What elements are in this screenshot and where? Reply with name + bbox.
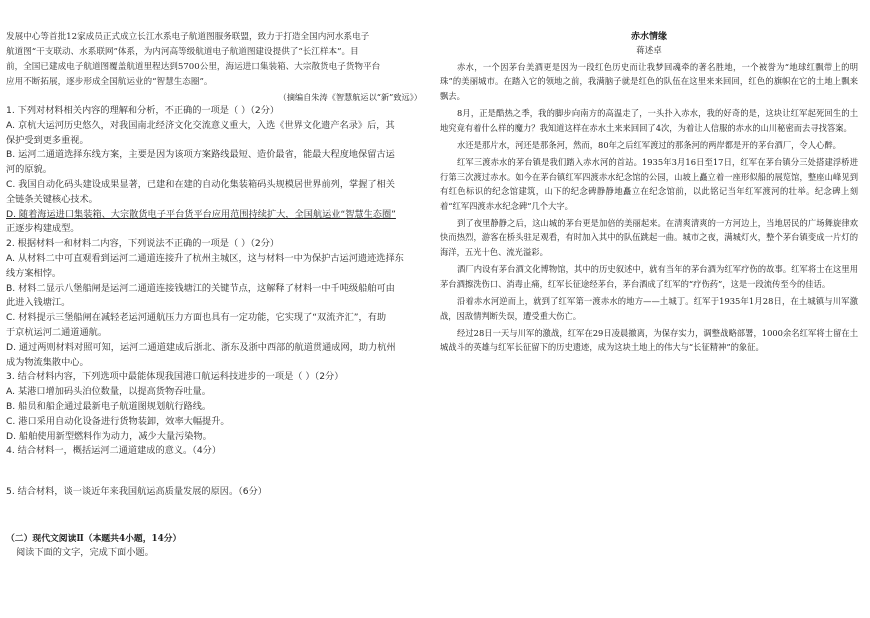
question-1-stem: 1. 下列对材料相关内容的理解和分析，不正确的一项是（ ）（2分） bbox=[6, 105, 280, 116]
q1-option-c: C. 我国自动化码头建设成果显著，已建和在建的自动化集装箱码头规模居世界前列，掌握了相关 bbox=[6, 178, 395, 190]
q1-option-d-cont: 正逐步构建成型。 bbox=[6, 223, 80, 235]
question-4: 4. 结合材料一，概括运河二通道建成的意义。（4分） bbox=[6, 445, 222, 457]
q3-option-b: B. 船员和船企通过最新电子航道图规划航行路线。 bbox=[6, 400, 212, 412]
q2-option-d-cont: 成为物流集散中心。 bbox=[6, 356, 89, 368]
intro-line: 航道图“干支联动、水系联网”体系，为内河高等级航道电子航道图建设提供了“长江样本”。目 bbox=[6, 47, 359, 57]
q2-option-a-cont: 线方案相悖。 bbox=[6, 267, 62, 279]
q1-option-d: D. 随着海运进口集装箱、大宗散货电子平台货平台应用范围持续扩大，全国航运业“智慧生态圈” bbox=[6, 208, 396, 220]
intro-line: 发展中心等首批12家成员正式成立长江水系电子航道图服务联盟，致力于打造全国内河水系电子 bbox=[6, 32, 370, 42]
q2-option-c: C. 材料提示三堡船闸在减轻老运河通航压力方面也具有一定功能，它实现了“双流齐汇”，有助 bbox=[6, 312, 387, 324]
q1-option-b-cont: 河的原貌。 bbox=[6, 164, 52, 176]
q3-option-d: D. 船舶使用新型燃料作为动力，减少大量污染物。 bbox=[6, 430, 212, 442]
question-5: 5. 结合材料，谈一谈近年来我国航运高质量发展的原因。（6分） bbox=[6, 486, 267, 498]
question-3-stem: 3. 结合材料内容，下列选项中最能体现我国港口航运科技进步的一项是（ ）（2分） bbox=[6, 371, 344, 383]
article-paragraph: 沿着赤水河逆而上，就到了红军第一渡赤水的地方——土城丁。红军于1935年1月28日，在土城镇与川军激战，因敌情判断失误，遭受重大伤亡。 bbox=[440, 296, 858, 321]
article-paragraph: 酒厂内设有茅台酒文化博物馆，其中的历史叙述中，就有当年的茅台酒为红军疗伤的故事。红军将士在这里用茅台酒擦洗伤口、消毒止痛，红军长征途经茅台，茅台酒成了红军的“疗伤药”，这是一段流传至今的佳话。 bbox=[440, 264, 858, 289]
q1-option-a-cont: 保护受到更多重视。 bbox=[6, 134, 89, 146]
answer-space bbox=[6, 500, 422, 526]
answer-space bbox=[6, 459, 422, 485]
q2-option-c-cont: 于京杭运河二通道通航。 bbox=[6, 326, 108, 338]
article-title: 赤水情缘 bbox=[630, 32, 667, 42]
article-paragraph: 红军三渡赤水的茅台镇是我们踏入赤水河的首站。1935年3月16日至17日，红军在茅台镇分三处搭建浮桥进行第三次渡过赤水。如今在茅台镇红军四渡赤水纪念馆的公园，山坡上矗立着一座形似船的展览馆，整座山峰见到有红色标识的纪念馆建筑，山下的纪念碑静静地矗立在纪念馆前，以此铭记当年红军渡河的壮举。纪念碑上刻着“红军四渡赤水纪念碑”几个大字。 bbox=[440, 157, 858, 211]
q3-option-a: A. 某港口增加码头泊位数量，以提高货物吞吐量。 bbox=[6, 386, 211, 398]
article-paragraph: 赤水，一个因茅台美酒更是因为一段红色历史而让我梦回魂牵的著名胜地，一个被誉为“地球红飘带上的明珠”的美丽城市。在踏入它的领地之前，我满脑子就是红色的队伍在这里来来回回，红色的旗帜在它的土地上飘来飘去。 bbox=[440, 62, 858, 101]
left-column bbox=[6, 30, 422, 561]
q2-option-a: A. 从材料二中可直观看到运河二通道连接升了杭州主城区，这与材料一中为保护古运河遗迹选择东 bbox=[6, 252, 404, 264]
article-paragraph: 水还是那片水，河还是那条河，然而，80年之后红军渡过的那条河的两岸都是开的茅台酒厂，令人心醉。 bbox=[457, 140, 841, 151]
article-paragraph: 到了夜里静静之后，这山城的茅台更是加倍的美丽起来。在清爽清爽的一方河边上，当地居民的广场舞旋律欢快而热烈，游客在桥头驻足观看，有时加入其中的队伍跳起一曲。城市之夜，满城灯火，整个茅台镇变成一片灯的海洋，五光十色、流光溢彩。 bbox=[440, 218, 858, 257]
source-citation: （摘编自朱涛《智慧航运以“新”致远》） bbox=[278, 92, 422, 102]
q3-option-c: C. 港口采用自动化设备进行货物装卸，效率大幅提升。 bbox=[6, 415, 230, 427]
question-2-stem: 2. 根据材料一和材料二内容，下列说法不正确的一项是（ ）（2分） bbox=[6, 238, 280, 250]
q2-option-d: D. 通过两则材料对照可知，运河二通道建成后浙北、浙东及浙中西部的航道贯通成网，助力杭州 bbox=[6, 341, 396, 353]
q2-option-b: B. 材料二显示八堡船闸是运河二通道连接钱塘江的关键节点，这解释了材料一中千吨级船舶可由 bbox=[6, 282, 395, 294]
article-paragraph: 8月，正是酷热之季，我的脚步向南方的高温走了，一头扑入赤水，我的好奇的是，这块让红军起死回生的土地究竟有着什么样的魔力？我知道这样在赤水土来来回回了4次，为着让人信服的赤水的山川秘密而去寻找答案。 bbox=[440, 108, 858, 133]
q2-option-b-cont: 此进入钱塘江。 bbox=[6, 297, 71, 309]
article-author: 蒋述卓 bbox=[636, 46, 662, 56]
q1-option-b: B. 运河二通道选择东线方案，主要是因为该项方案路线最短、造价最省，能最大程度地保留古运 bbox=[6, 149, 395, 161]
reading-instruction: 阅读下面的文字，完成下面小题。 bbox=[16, 546, 154, 558]
section-heading: （二）现代文阅读Ⅱ（本题共4小题，14分） bbox=[6, 533, 182, 544]
q1-option-a: A. 京杭大运河历史悠久，对我国南北经济文化交流意义重大，入选《世界文化遗产名录》后，其 bbox=[6, 119, 395, 131]
q1-option-c-cont: 全链条关键核心技术。 bbox=[6, 193, 98, 205]
intro-line: 前，全国已建成电子航道图覆盖航道里程达到5700公里，海运进口集装箱、大宗散货电子货物平台 bbox=[6, 62, 381, 72]
right-column bbox=[440, 30, 858, 355]
article-paragraph: 经过28日一天与川军的激战，红军在29日凌晨撤离，为保存实力，调整战略部署，1000余名红军将士留在土城战斗的英雄与红军长征留下的历史遗迹，成为这块土地上的伟大与“长征精神”的象征。 bbox=[440, 327, 858, 353]
intro-line: 应用不断拓展，逐步形成全国航运业的“智慧生态圈”。 bbox=[6, 77, 213, 87]
